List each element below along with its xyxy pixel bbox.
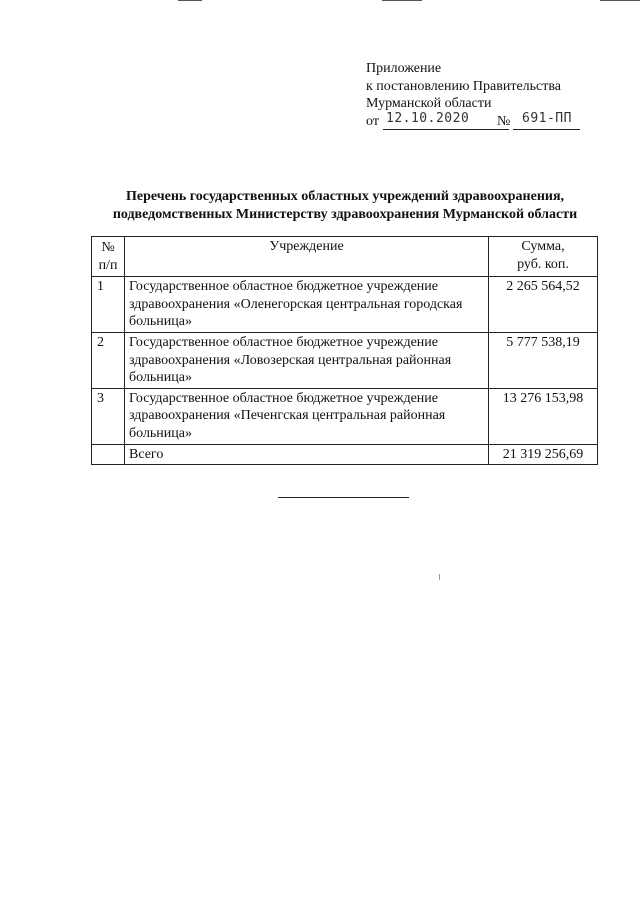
- row-institution: Государственное областное бюджетное учреждение здравоохранения «Печенгская центральная районная больница»: [125, 388, 489, 444]
- appendix-line-2: к постановлению Правительства: [366, 78, 562, 94]
- header-institution: Учреждение: [125, 237, 489, 277]
- total-number-cell: [92, 444, 125, 465]
- row-sum: 13 276 153,98: [489, 388, 598, 444]
- header-sum-line-1: Сумма,: [521, 239, 565, 254]
- total-label: Всего: [125, 444, 489, 465]
- row-number: 3: [92, 388, 125, 444]
- document-date: 12.10.2020: [386, 110, 470, 126]
- row-number: 2: [92, 332, 125, 388]
- scan-mark: [382, 0, 422, 1]
- appendix-line-1: Приложение: [366, 61, 442, 76]
- table-row: [92, 277, 598, 333]
- row-institution: Государственное областное бюджетное учреждение здравоохранения «Ловозерская центральная районная больница»: [125, 332, 489, 388]
- appendix-block: [366, 60, 572, 131]
- date-underline: [383, 129, 509, 130]
- scan-mark: [600, 0, 640, 1]
- table-header-row: [92, 237, 598, 277]
- scan-speck: [439, 574, 440, 580]
- header-sum-line-2: руб. коп.: [517, 256, 569, 272]
- appendix-line-3: Мурманской области: [366, 96, 492, 111]
- header-number-line-1: №: [101, 240, 115, 255]
- date-number-row: [366, 110, 572, 131]
- row-sum: 5 777 538,19: [489, 332, 598, 388]
- row-sum: 2 265 564,52: [489, 277, 598, 333]
- row-institution: Государственное областное бюджетное учреждение здравоохранения «Оленегорская центральная городская больница»: [125, 277, 489, 333]
- total-sum: 21 319 256,69: [489, 444, 598, 465]
- scan-mark: [178, 0, 202, 1]
- from-label: от: [366, 113, 379, 129]
- number-underline: [513, 129, 580, 130]
- total-row: [92, 444, 598, 465]
- number-label: №: [497, 113, 511, 129]
- institutions-table: [91, 236, 598, 465]
- title-line-2: подведомственных Министерству здравоохранения Мурманской области: [112, 207, 578, 222]
- header-number-line-2: п/п: [98, 257, 118, 273]
- document-number: 691-ПП: [522, 110, 572, 126]
- header-sum: [489, 237, 598, 277]
- row-number: 1: [92, 277, 125, 333]
- table-row: [92, 388, 598, 444]
- header-number: [92, 237, 125, 277]
- table-row: [92, 332, 598, 388]
- title-line-1: Перечень государственных областных учреждений здравоохранения,: [125, 189, 565, 204]
- document-title: [40, 188, 640, 224]
- end-divider: [278, 497, 409, 498]
